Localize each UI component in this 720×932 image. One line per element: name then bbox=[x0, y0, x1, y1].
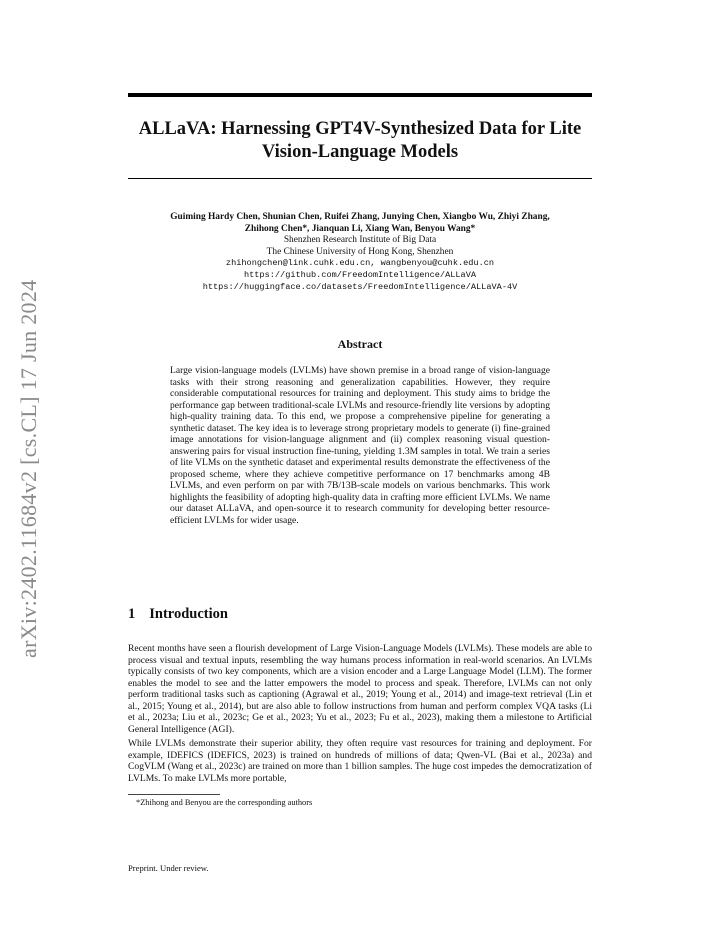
author-names-line2: Zhihong Chen*, Jianquan Li, Xiang Wan, Benyou Wang* bbox=[244, 223, 476, 234]
section-number: 1 bbox=[128, 606, 136, 622]
page-footer: Preprint. Under review. bbox=[128, 863, 209, 873]
footnote: *Zhihong and Benyou are the corresponding authors bbox=[136, 798, 313, 807]
abstract-heading: Abstract bbox=[337, 337, 383, 351]
title-bottom-rule bbox=[128, 178, 592, 179]
section-title: Introduction bbox=[149, 606, 228, 622]
huggingface-link[interactable]: https://huggingface.co/datasets/FreedomIntelligence/ALLaVA-4V bbox=[202, 281, 518, 292]
abstract-text: Large vision-language models (LVLMs) have shown premise in a broad range of vision-language tasks with their strong reasoning and generalization capabilities. However, they require considerable computational resources for training and deployment. This study aims to bridge the performance gap between traditional-scale LVLMs and resource-friendly lite versions by adopting high-quality training data. To this end, we propose a comprehensive pipeline for generating a synthetic dataset. The key idea is to leverage strong proprietary models to generate (i) fine-grained image annotations for vision-language alignment and (ii) complex reasoning visual question-answering pairs for visual instruction fine-tuning, yielding 1.3M samples in total. We train a series of lite VLMs on the synthetic dataset and experimental results demonstrate the effectiveness of the proposed scheme, where they achieve competitive performance on 17 benchmarks among 4B LVLMs, and even perform on par with 7B/13B-scale models on various benchmarks. This work highlights the feasibility of adopting high-quality data in crafting more efficient LVLMs. We name our dataset ALLaVA, and open-source it to research community for developing better resource-efficient LVLMs for wider usage. bbox=[170, 365, 550, 526]
github-link[interactable]: https://github.com/FreedomIntelligence/ALLaVA bbox=[243, 269, 477, 280]
intro-paragraph-2: While LVLMs demonstrate their superior ability, they often require vast resources for training and deployment. For example, IDEFICS (IDEFICS, 2023) is trained on hundreds of millions of data; Qwen-VL (Bai et al., 2023a) and CogVLM (Wang et al., 2023c) are trained on more than 1 billion samples. The huge cost impedes the democratization of LVLMs. To make LVLMs more portable, bbox=[128, 738, 592, 784]
author-names-line1: Guiming Hardy Chen, Shunian Chen, Ruifei Zhang, Junying Chen, Xiangbo Wu, Zhiyi Zhang, bbox=[170, 212, 550, 222]
paper-title: ALLaVA: Harnessing GPT4V-Synthesized Data for Lite Vision-Language Models bbox=[138, 119, 582, 162]
affiliation-2: The Chinese University of Hong Kong, Shenzhen bbox=[266, 246, 454, 257]
title-top-rule bbox=[128, 93, 592, 97]
intro-paragraph-1: Recent months have seen a flourish development of Large Vision-Language Models (LVLMs). These models are able to process visual and textual inputs, resembling the way humans process information in real-world scenarios. An LVLMs typically consists of two key components, which are a vision encoder and a Large Language Model (LLM). The former enables the model to see and the latter empowers the model to process and speak. Therefore, LVLMs can not only perform traditional tasks such as captioning (Agrawal et al., 2019; Young et al., 2014) and image-text retrieval (Lin et al., 2015; Young et al., 2014), but are also able to follow instructions from human and perform complex VQA tasks (Li et al., 2023a; Liu et al., 2023c; Ge et al., 2023; Yu et al., 2023; Fu et al., 2023), making them a milestone to Artificial General Intelligence (AGI). bbox=[128, 643, 592, 735]
footnote-rule bbox=[128, 794, 220, 795]
section-heading bbox=[128, 606, 228, 623]
affiliation-1: Shenzhen Research Institute of Big Data bbox=[283, 235, 437, 246]
author-emails: zhihongchen@link.cuhk.edu.cn, wangbenyou@cuhk.edu.cn bbox=[225, 258, 495, 269]
arxiv-stamp: arXiv:2402.11684v2 [cs.CL] 17 Jun 2024 bbox=[16, 279, 41, 658]
author-block bbox=[128, 212, 592, 293]
